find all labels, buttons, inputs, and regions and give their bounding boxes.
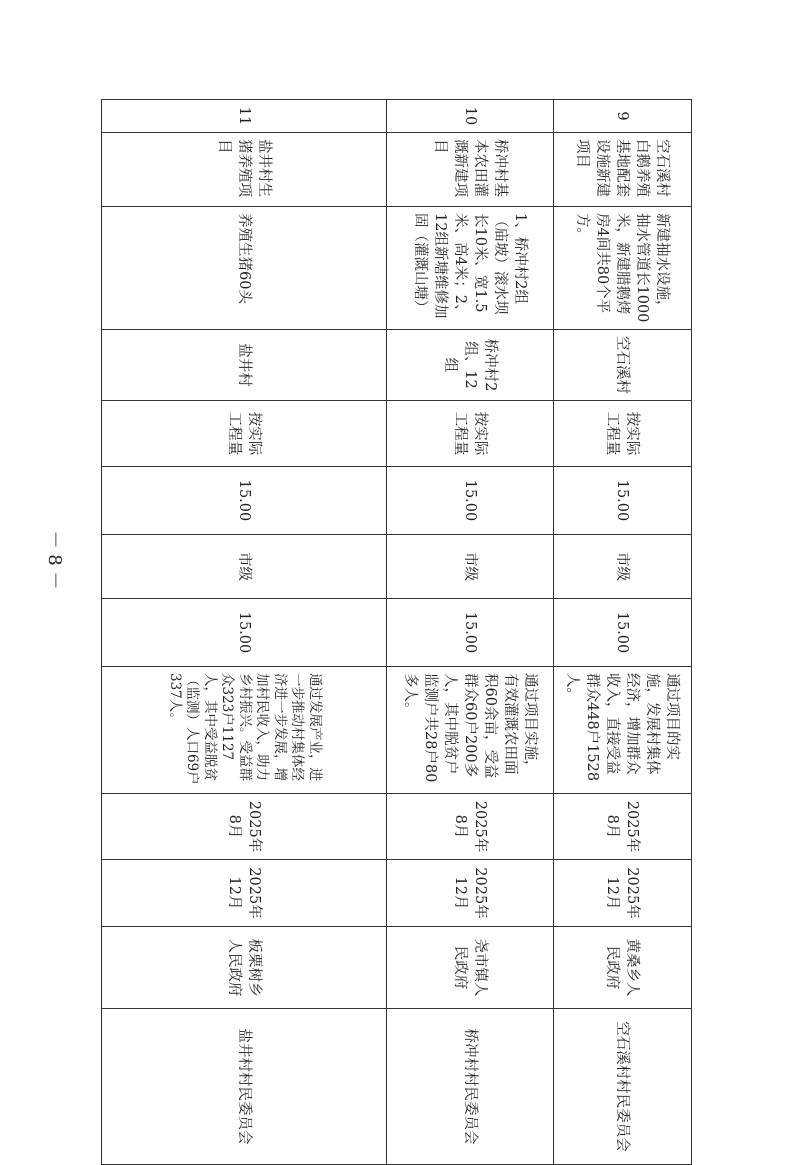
total-investment: 15.00 — [387, 467, 554, 535]
implementing-committee: 桥冲村村民委员会 — [387, 1009, 554, 1165]
row-number: 11 — [102, 100, 387, 133]
start-date: 2025年8月 — [387, 794, 554, 860]
fund-amount: 15.00 — [554, 599, 692, 667]
responsible-government: 黄桑乡人民政府 — [554, 927, 692, 1009]
landscape-table-sheet — [102, 99, 692, 1152]
start-date: 2025年8月 — [102, 794, 387, 860]
benefit-description: 通过项目实施，有效灌溉农田面积60余亩，受益群众60户200多人，其中脱贫户监测户共28户80多人。 — [387, 667, 554, 794]
row-number: 9 — [554, 100, 692, 133]
rotated-table-container — [102, 99, 692, 1152]
responsible-government: 尧市镇人民政府 — [387, 927, 554, 1009]
row-number: 10 — [387, 100, 554, 133]
fund-level: 市级 — [102, 535, 387, 599]
implementing-committee: 盐井村村民委员会 — [102, 1009, 387, 1165]
project-location: 空石溪村 — [554, 330, 692, 401]
total-investment: 15.00 — [102, 467, 387, 535]
total-investment: 15.00 — [554, 467, 692, 535]
calculation-basis: 按实际工程量 — [387, 401, 554, 467]
fund-level: 市级 — [554, 535, 692, 599]
table-row — [387, 100, 554, 1165]
benefit-description: 通过项目的实施，发展村集体经济，增加群众收入，直接受益群众448户1528人。 — [554, 667, 692, 794]
end-date: 2025年12月 — [102, 860, 387, 927]
page-number: － 8 － — [44, 530, 65, 590]
table-row — [102, 100, 387, 1165]
project-name: 空石溪村白鹅养殖基地配套设施新建项目 — [554, 133, 692, 207]
end-date: 2025年12月 — [554, 860, 692, 927]
project-table — [101, 99, 692, 1165]
project-content: 养殖生猪60头 — [102, 207, 387, 330]
end-date: 2025年12月 — [387, 860, 554, 927]
project-location: 桥冲村2组、12组 — [387, 330, 554, 401]
calculation-basis: 按实际工程量 — [102, 401, 387, 467]
fund-level: 市级 — [387, 535, 554, 599]
fund-amount: 15.00 — [102, 599, 387, 667]
benefit-description: 通过发展产业，进一步推动村集体经济进一步发展，增加村民收入，助力乡村振兴。受益群众323户1127人，其中受益脱贫（监测）人口69户337人。 — [102, 667, 387, 794]
responsible-government: 板栗树乡人民政府 — [102, 927, 387, 1009]
calculation-basis: 按实际工程量 — [554, 401, 692, 467]
fund-amount: 15.00 — [387, 599, 554, 667]
project-location: 盐井村 — [102, 330, 387, 401]
project-name: 桥冲村基本农田灌溉新建项目 — [387, 133, 554, 207]
table-row — [554, 100, 692, 1165]
start-date: 2025年8月 — [554, 794, 692, 860]
implementing-committee: 空石溪村村民委员会 — [554, 1009, 692, 1165]
project-name: 盐井村生猪养殖项目 — [102, 133, 387, 207]
project-content: 1、桥冲村2组（庙坡）滚水坝长10米、宽1.5米、高4米；2、12组新塘维修加固（灌溉山塘） — [387, 207, 554, 330]
project-content: 新建抽水设施，抽水管道长1000米，新建腊鹅烤房4间共80个平方。 — [554, 207, 692, 330]
